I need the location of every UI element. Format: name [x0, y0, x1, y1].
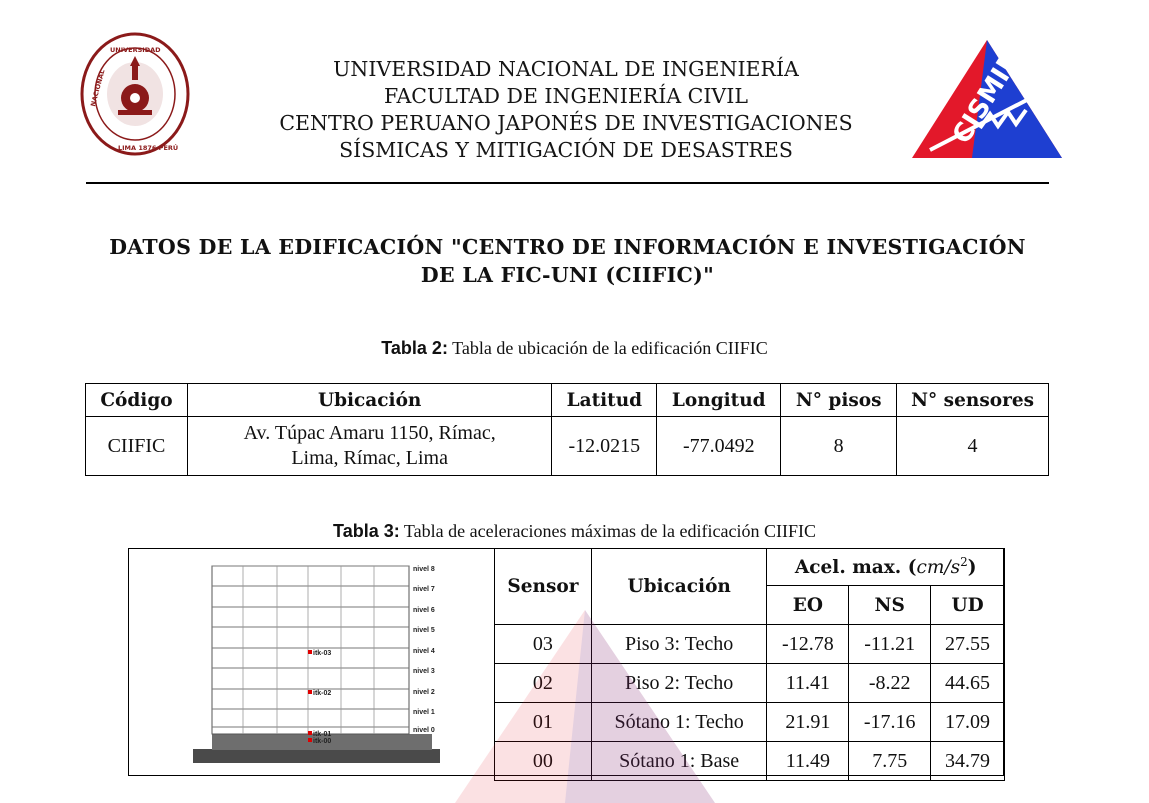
cell-ubicacion-line-1: Av. Túpac Amaru 1150, Rímac,	[243, 422, 496, 444]
cell-ubicacion-line-2: Lima, Rímac, Lima	[291, 447, 448, 469]
table-row	[495, 703, 1005, 742]
col-header-sensores: N° sensores	[897, 384, 1049, 417]
cell-ns: -11.21	[849, 625, 931, 664]
level-label: nivel 2	[413, 689, 435, 696]
acceleration-table	[494, 548, 1005, 781]
cell-sensores: 4	[897, 417, 1049, 476]
institution-names	[230, 56, 902, 164]
cell-ud: 44.65	[931, 664, 1005, 703]
table2-caption-label: Tabla 2:	[381, 338, 448, 358]
level-label: nivel 3	[413, 668, 435, 675]
uni-seal-logo	[80, 32, 190, 160]
header-line-1: UNIVERSIDAD NACIONAL DE INGENIERÍA	[333, 57, 799, 81]
cismid-logo	[910, 38, 1064, 160]
table2-caption	[0, 338, 1149, 359]
cell-latitud: -12.0215	[552, 417, 657, 476]
cell-eo: 11.41	[767, 664, 849, 703]
svg-text:UNIVERSIDAD: UNIVERSIDAD	[110, 46, 161, 54]
level-label: nivel 8	[413, 566, 435, 573]
svg-text:LIMA 1876 PERÚ: LIMA 1876 PERÚ	[118, 144, 179, 152]
table2-caption-text: Tabla de ubicación de la edificación CIIFIC	[447, 338, 768, 358]
sensor-label: itk-00	[313, 738, 332, 745]
sensor-label: itk-03	[313, 650, 332, 657]
table3-caption-label: Tabla 3:	[333, 521, 400, 541]
col-header-ubicacion: Ubicación	[187, 384, 551, 417]
level-label: nivel 0	[413, 727, 435, 734]
svg-text:NACIONAL: NACIONAL	[89, 68, 107, 108]
level-label: nivel 1	[413, 709, 435, 716]
cell-ns: 7.75	[849, 742, 931, 781]
cell-ns: -8.22	[849, 664, 931, 703]
ground-slab	[193, 749, 440, 763]
col-header-ubicacion: Ubicación	[591, 549, 767, 625]
col-header-latitud: Latitud	[552, 384, 657, 417]
title-line-2: DE LA FIC-UNI (CIIFIC)"	[420, 263, 715, 287]
col-header-codigo: Código	[86, 384, 188, 417]
acel-unit: cm/s	[916, 557, 961, 579]
col-header-ud: UD	[931, 586, 1005, 625]
header-line-3: CENTRO PERUANO JAPONÉS DE INVESTIGACIONES	[279, 111, 853, 135]
cell-ud: 27.55	[931, 625, 1005, 664]
table-row	[495, 625, 1005, 664]
building-elevation-diagram	[130, 550, 494, 775]
location-table	[85, 383, 1049, 476]
col-header-pisos: N° pisos	[781, 384, 897, 417]
col-header-acel-max: Acel. max. $(cm/s^2)$	[767, 549, 1005, 586]
level-label: nivel 5	[413, 627, 435, 634]
sensor-label: itk-02	[313, 690, 332, 697]
cell-ubicacion: Sótano 1: Techo	[591, 703, 767, 742]
sensor-marker	[308, 690, 312, 694]
table3-caption	[0, 521, 1149, 542]
col-header-eo: EO	[767, 586, 849, 625]
header-divider	[86, 182, 1049, 184]
cell-eo: -12.78	[767, 625, 849, 664]
sensor-marker	[308, 731, 312, 735]
table-row	[86, 417, 1049, 476]
cell-pisos: 8	[781, 417, 897, 476]
acel-unit-exp: 2	[960, 555, 968, 570]
level-label: nivel 4	[413, 648, 435, 655]
table-row	[495, 664, 1005, 703]
col-header-longitud: Longitud	[657, 384, 781, 417]
cell-eo: 21.91	[767, 703, 849, 742]
cell-sensor: 03	[495, 625, 592, 664]
cell-ns: -17.16	[849, 703, 931, 742]
title-line-1: DATOS DE LA EDIFICACIÓN "CENTRO DE INFORMACIÓN E INVESTIGACIÓN	[109, 235, 1026, 259]
cell-codigo: CIIFIC	[86, 417, 188, 476]
table-header-row	[86, 384, 1049, 417]
acceleration-table-frame	[128, 548, 1004, 776]
header-line-4: SÍSMICAS Y MITIGACIÓN DE DESASTRES	[339, 138, 793, 162]
table-header-row	[495, 549, 1005, 586]
table3-caption-text: Tabla de aceleraciones máximas de la edificación CIIFIC	[399, 521, 816, 541]
col-header-sensor: Sensor	[495, 549, 592, 625]
cell-longitud: -77.0492	[657, 417, 781, 476]
cell-ubicacion: Piso 2: Techo	[591, 664, 767, 703]
cismid-logo-text: CISMID	[946, 44, 1028, 150]
cell-eo: 11.49	[767, 742, 849, 781]
cell-ubicacion: Sótano 1: Base	[591, 742, 767, 781]
cell-ud: 17.09	[931, 703, 1005, 742]
acel-max-label: Acel. max.	[794, 557, 902, 579]
table-row	[495, 742, 1005, 781]
document-title	[70, 233, 1065, 289]
document-header	[0, 0, 1149, 190]
cell-sensor: 01	[495, 703, 592, 742]
cell-sensor: 00	[495, 742, 592, 781]
cell-sensor: 02	[495, 664, 592, 703]
cell-ubicacion: Piso 3: Techo	[591, 625, 767, 664]
sensor-marker	[308, 650, 312, 654]
cell-ubicacion	[187, 417, 551, 476]
sensor-marker	[308, 738, 312, 742]
level-label: nivel 6	[413, 607, 435, 614]
sensor-label: itk-01	[313, 731, 332, 738]
level-label: nivel 7	[413, 586, 435, 593]
col-header-ns: NS	[849, 586, 931, 625]
header-line-2: FACULTAD DE INGENIERÍA CIVIL	[384, 84, 748, 108]
cell-ud: 34.79	[931, 742, 1005, 781]
